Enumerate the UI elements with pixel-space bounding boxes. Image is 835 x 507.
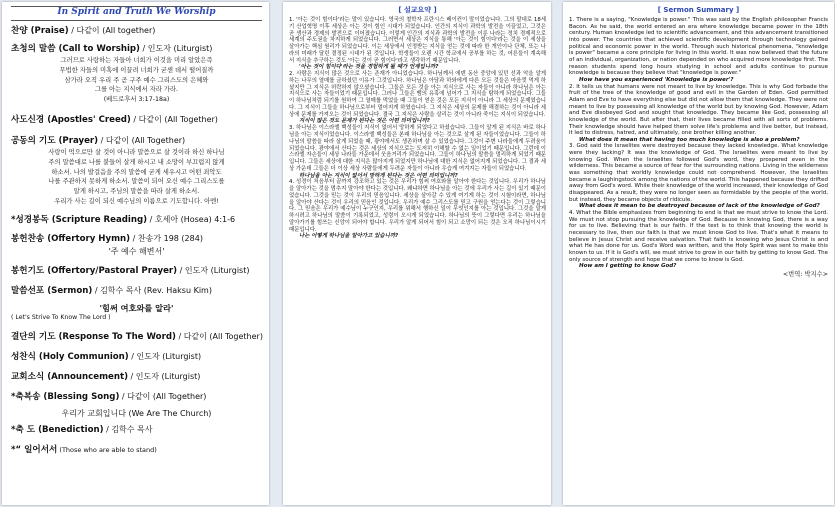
english-question-3: What does it mean to be destroyed because of lack of the knowledge of God?: [579, 203, 820, 210]
worship-item-praise: 찬양 (Praise) / 다같이 (All together): [11, 26, 156, 36]
translator-credit: <번역: 박지수>: [782, 270, 828, 278]
worship-item-holy-communion: 성찬식 (Holy Communion) / 인도자 (Liturgist): [11, 351, 202, 362]
korean-question-1: '아는 것이 힘이다'라는 것을 경험하게 될 때가 언제입니까?: [299, 64, 439, 71]
korean-summary-title: [ 설교요약 ]: [398, 6, 437, 14]
english-paragraph-3: 3. God said the Israelites were destroyed because they lacked knowledge. What knowledge were they lacking? It was the knowledge of God. The Israelites were meant to live by knowing God. When the Israelites followed God's word, they prospered even in the wilderness. This became a source of fear for the surrounding nations. Living in the wilderness was something that worldly knowledge could not comprehend. However, the Israelites became a laughingstock among the nations of the world. This happened because they drifted away from God's word. While their knowledge of the world increased, their knowledge of God disappeared. As a result, they were no longer seen as formidable by the people of the world, but instead, they became objects of ridicule.: [569, 143, 828, 203]
worship-title: In Spirit and Truth We Worship: [11, 6, 262, 21]
worship-item-prayer: 공동의 기도 (Prayer) / 다같이 (All Together): [11, 135, 186, 146]
call-to-worship-line: 무법한 자들의 미혹에 이끌려 너희가 굳센 데서 떨어질까: [59, 66, 214, 74]
call-to-worship-line: 삼가라 오직 우리 주 곧 구주 예수 그리스도의 은혜와: [64, 76, 209, 84]
english-paragraph-1: 1. There is a saying, "Knowledge is power." This was said by the English philosopher Francis Bacon. As he said, the world entered an era where knowledge became power in the 18th century. Human knowledge led to scientific advancement, and this advancement transitioned into power. The countries that achieved scientific development through technology gained political and economic power in the world. Through such historical phenomena, "knowledge is power" became a core principle for living in this world. It was now believed that the future of an individual, organization, or nation depended on who acquired more knowledge first. The reason students spend long hours studying in school and adults continue to pursue knowledge is because they believe that "knowledge is power.": [569, 17, 828, 77]
prayer-line: 나를 주관하지 못하게 하소서. 말씀이 되어 오신 예수 그리스도를: [48, 178, 225, 186]
call-to-worship-line: 그러므로 사랑하는 자들아 너희가 이것을 미리 알았은즉: [60, 57, 213, 64]
worship-item-call-to-worship: 초청의 말씀 (Call to Worship) / 인도자 (Liturgist): [11, 44, 213, 54]
sermon-title-english: ( Let's Strive To Know The Lord ): [11, 313, 111, 321]
english-paragraph-4: 4. What the Bible emphasizes from beginning to end is that we must strive to know the Lord. We must not stop pursuing the knowledge of God. Because in knowing God, there is a way for us to live. Believing that is our faith. If the test is to think that knowing the world is necessary to live, then our faith is that we must know God to live. That's what it means to believe in Jesus Christ and receive salvation. That faith is knowing who Jesus Christ is and what He has done for us. God's Word was written, and the Holy Spirit was sent to make this known to us. If it is God's will, we must strive to grow in our faith by getting to know God. The only source of strength and hope that we come to know is God.: [569, 210, 828, 263]
hymn-title: '주 예수 해변서': [108, 246, 165, 256]
korean-paragraph-2: 2. 사람은 지식이 많은 것으로 사는 존재가 아니었습니다. 하나님께서 에덴 동산 중앙에 있던 선과 악을 알게 하는 나무의 열매를 금하셨던 이유가 그것입니다. 하나님은 아담과 하와에게 다른 모든 것들은 마음껏 먹게 하셨지만 그 지식은 허락하지 않으셨습니다. 그들은 모든 것을 아는 지식으로 사는 자들이 아니라 하나님은 아는 지식으로 사는 자들이었기 때문입니다. 그러나 그들은 뱀의 유혹에 넘어가 그 지식을 탐하게 되었습니다. 그들이 하나님처럼 되기를 원하여 그 열매를 먹었을 때 그들이 얻은 것은 모든 지식이 아니라 그 세상의 문제였습니다. 그 지식이 그들을 하나님으로부터 멀어지게 하였습니다. 그 지식은 세상의 문제를 해결하는 것이 아니라 세상에 문제를 가져오는 것이 되었습니다. 결국 그 지식은 사람을 살리는 것이 아니라 죽이는 지식이 되었습니다.: [289, 71, 546, 118]
prayer-line: 하소서. 나의 발걸음을 주의 말씀에 굳게 세우시고 어떤 죄악도: [51, 168, 222, 176]
order-of-worship-panel: [2, 2, 269, 505]
korean-paragraph-4: 4. 성경이 처음부터 끝까지 강조하고 있는 것은 우리가 힘써 여호와를 알아야 한다는 것입니다. 우리가 하나님을 알아가는 것을 멈추지 말아야 한다는 것입니다. 왜냐하면 하나님을 아는 것에 우리가 사는 길이 있기 때문이었습니다. 그것을 믿는 것이 우리의 믿음입니다. 세상을 살아갈 수 있게 여기게 하는 것이 시험이라면, 하나님을 알아야 산다는 것이 우리의 믿음인 것입니다. 우리가 예수 그리스도를 믿고 구원을 얻는다는 것이 그렇습니다. 그 믿음은 우리가 예수님이 누구인지, 우리를 위해서 행하신 일이 무엇인지를 아는 것입니다. 그것을 알게 하시려고 하나님의 말씀이 기록되었고, 성령이 오시게 되었습니다. 하나님의 뜻이 그렇다면 우리는 하나님을 알아가기를 힘쓰는 신앙이 되어야 합니다. 우리가 알게 되어서 힘이 되고 소망이 되는 것은 오직 하나님이시기 때문입니다.: [289, 179, 546, 233]
korean-question-2: 지식이 많은 것도 문제가 된다는 것은 어떤 의미입니까?: [299, 118, 430, 125]
sermon-title: '힘써 여호와를 알라': [99, 302, 174, 313]
english-question-4: How am I getting to know God?: [579, 263, 677, 270]
church-song: 우리가 교회입니다 (We Are The Church): [61, 408, 212, 418]
call-to-worship-reference: (베드로후서 3:17-18a): [103, 96, 170, 104]
worship-item-benediction: *축 도 (Benediction) / 김학수 목사: [11, 424, 153, 435]
prayer-line: 사랑이 먹으로만 살 것이 아니라 말씀으로 살 것이라 하신 하나님: [48, 148, 225, 156]
worship-item-blessing-song: *축복송 (Blessing Song) / 다같이 (All Together): [11, 391, 207, 402]
prayer-line: 주의 말씀대로 나를 붙들어 살게 하시고 내 소망이 부끄럽지 않게: [48, 158, 225, 166]
korean-summary-panel: [283, 2, 551, 505]
worship-item-response: 결단의 기도 (Response To The Word) / 다같이 (All Together): [11, 331, 263, 342]
worship-item-announcement: 교회소식 (Announcement) / 인도자 (Liturgist): [11, 371, 201, 382]
stand-note: *“ 일어서서 (Those who are able to stand): [11, 444, 157, 455]
call-to-worship-line: 그를 아는 지식에서 자라 가라.: [94, 86, 178, 94]
english-summary-panel: [563, 2, 834, 505]
worship-item-scripture-reading: *성경봉독 (Scripture Reading) / 호세아 (Hosea) 4:1-6: [11, 214, 236, 225]
korean-paragraph-3: 3. 하나님은 이스라엘 백성들이 지식이 없어서 망하게 되었다고 하셨습니다. 그들이 알게 된 지식은 바로 하나님을 아는 지식이었습니다. 이스라엘 백성들은 본래 하나님을 아는 것으로 살게 된 자들이었습니다. 그들이 하나님의 말씀을 따라 살게 되었을 때, 광야에서도 생존하며 살 수 있었습니다. 그것이 주변 나라들에게 두려움이 되었습니다. 광야에서 산다는 것은 세상의 지식으로는 도저히 이해할 수 없는 일이었기 때문입니다. 그런데 이스라엘 자손들이 세상 나라들 가운데서 웃음거리가 되었습니다. 그들이 하나님의 말씀을 멀리하게 되었기 때문입니다. 그들은 세상에 대한 지식은 많아지게 되었지만 하나님에 대한 지식은 없어지게 되었습니다. 그 결과 세상 가운데 그들은 더 이상 세상 사람들에게 두려운 자들이 아니라 우습게 여겨지는 자들이 되었습니다.: [289, 125, 546, 172]
english-paragraph-2: 2. It tells us that humans were not meant to live by knowledge. This is why God forbade the fruit of the tree of the knowledge of good and evil in the Garden of Eden. God permitted Adam and Eve to have everything else but did not allow them that knowledge. They were not meant to live by possessing all knowledge of the world but by knowing God. However, Adam and Eve disobeyed God and sought that knowledge. They became like God, possessing all knowledge of the world. But after that, their lives became filled with all sorts of problems. Their knowledge should have helped them solve life's problems and live better, but instead, it led to distress, hatred, and ultimately, one brother killing another.: [569, 83, 828, 137]
worship-item-sermon: 말씀선포 (Sermon) / 김학수 목사 (Rev. Haksu Kim): [11, 285, 212, 296]
korean-question-3: 하나님을 아는 지식이 없어서 망하게 된다는 것은 어떤 의미입니까?: [299, 172, 458, 179]
worship-item-offertory-hymn: 봉헌찬송 (Offertory Hymn) / 찬송가 198 (284): [11, 233, 203, 244]
english-summary-title: [ Sermon Summary ]: [657, 6, 740, 14]
english-question-1: How have you experienced 'Knowledge is power'?: [579, 76, 734, 83]
korean-paragraph-1: 1. '아는 것이 힘이다'라는 말이 있습니다. 영국의 철학자 프란시스 베이컨이 말이었습니다. 그의 말대로 18세기 산업혁명 이후 세상은 아는 것이 힘인 시대가 되었습니다. 인간의 지식이 과학의 발전을 이끌었고, 그것은 곧 생산과 경제의 발전으로 이어졌습니다. 이렇게 인간의 지식과 과학의 발전을 이룬 나라는 정치 경제적으로 세계의 주도권을 차지하게 되었습니다. 그러면서 세상은 지식을 통해 '아는 것이 힘이다'라는 것을 이 세상을 살아가는 핵심 원리가 되었습니다. 이는 세상에서 인정받는 지식을 얻는 것에 따라 한 개인이나 단체, 또는 나라의 미래가 달린 결정된 시대가 된 것입니다. 학생들이 오랜 시간 학교에서 공부를 하는 것, 어른들이 계속해서 지식을 추구하는 것도 '아는 것이 곧 힘이다'라고 생각하기 때문입니다.: [289, 17, 546, 64]
prayer-line: 우리가 사는 길이 되신 예수님의 이름으로 기도합니다. 아멘!: [54, 197, 219, 205]
english-question-2: What does it mean that having too much knowledge is also a problem?: [579, 136, 800, 143]
worship-item-apostles-creed: 사도신경 (Apostles' Creed) / 다같이 (All Together): [11, 114, 218, 125]
prayer-line: 알게 하시고, 주님의 말씀을 따라 살게 하소서.: [73, 188, 200, 196]
worship-item-offertory-prayer: 봉헌기도 (Offertory/Pastoral Prayer) / 인도자 (Liturgist): [11, 265, 250, 276]
korean-question-4: 나는 어떻게 하나님을 알아가고 있습니까?: [299, 233, 399, 240]
